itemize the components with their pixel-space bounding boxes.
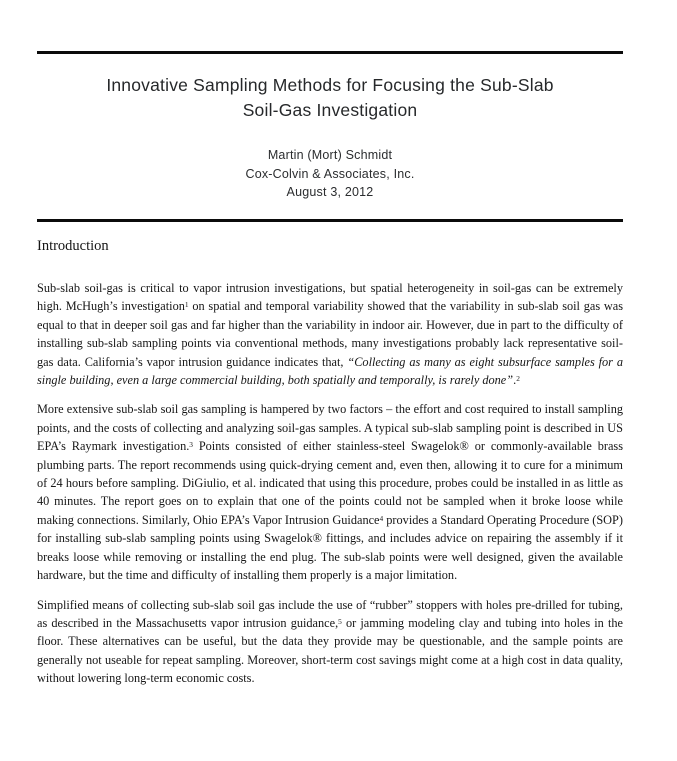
byline-block [37, 146, 623, 202]
author-affiliation: Cox-Colvin & Associates, Inc. [245, 166, 415, 181]
publication-date: August 3, 2012 [286, 185, 374, 199]
paper-title-line2: Soil-Gas Investigation [242, 100, 418, 120]
paragraph-1: Sub-slab soil-gas is critical to vapor intrusion investigations, but spatial heterogeneity in soil-gas can be extremely high. McHugh’s investigation$^1$ on spatial and temporal variability showed that the variability in sub-slab soil gas was equal to that in deeper soil gas and far higher than the variability in indoor air. However, due in part to the difficulty of installing sub-slab sampling points via conventional methods, many investigations probably lack representative soil-gas data. California’s vapor intrusion guidance indicates that, “Collecting as many as eight subsurface samples for a single building, even a large commercial building, both spatially and temporally, is rarely done”.$^2$ [37, 281, 624, 388]
paper-title [37, 73, 623, 123]
section-heading-introduction: Introduction [37, 238, 109, 254]
paragraph-2: More extensive sub-slab soil gas sampling is hampered by two factors – the effort and cost required to install sampling points, and the costs of collecting and analyzing soil-gas samples. A typical sub-slab sampling point is described in US EPA’s Raymark investigation.$^3$ Points consisted of either stainless-steel Swagelok® or commonly-available brass plumbing parts. The report recommends using quick-drying cement and, even then, allowing it to cure for a minimum of 24 hours before sampling. DiGiulio, et al. indicated that using this procedure, probes could be installed in as little as 40 minutes. The report goes on to explain that one of the points could not be sampled when it broke loose while making connections. Similarly, Ohio EPA’s Vapor Intrusion Guidance$^4$ provides a Standard Operating Procedure (SOP) for installing sub-slab sampling points using Swagelok® fittings, and includes advice on repairing the assembly if it breaks loose while removing or installing the end plug. The sub-slab points were well designed, given the available hardware, but the time and difficulty of installing them properly is a major limitation. [37, 402, 623, 583]
header-divider [37, 219, 623, 222]
top-divider [37, 51, 623, 54]
paragraph-3: Simplified means of collecting sub-slab soil gas include the use of “rubber” stoppers with holes pre-drilled for tubing, as described in the Massachusetts vapor intrusion guidance,$^5$ or jamming modeling clay and tubing into holes in the floor. These alternatives can be useful, but the data they provide may be questionable, and the sample points are generally not useable for repeat sampling. Moreover, short-term cost savings might come at a high cost in data quality, without lowering long-term economic costs. [37, 597, 623, 686]
body-text [37, 279, 623, 688]
author-name: Martin (Mort) Schmidt [267, 148, 393, 162]
paper-title-line1: Innovative Sampling Methods for Focusing the Sub-Slab [106, 75, 554, 95]
